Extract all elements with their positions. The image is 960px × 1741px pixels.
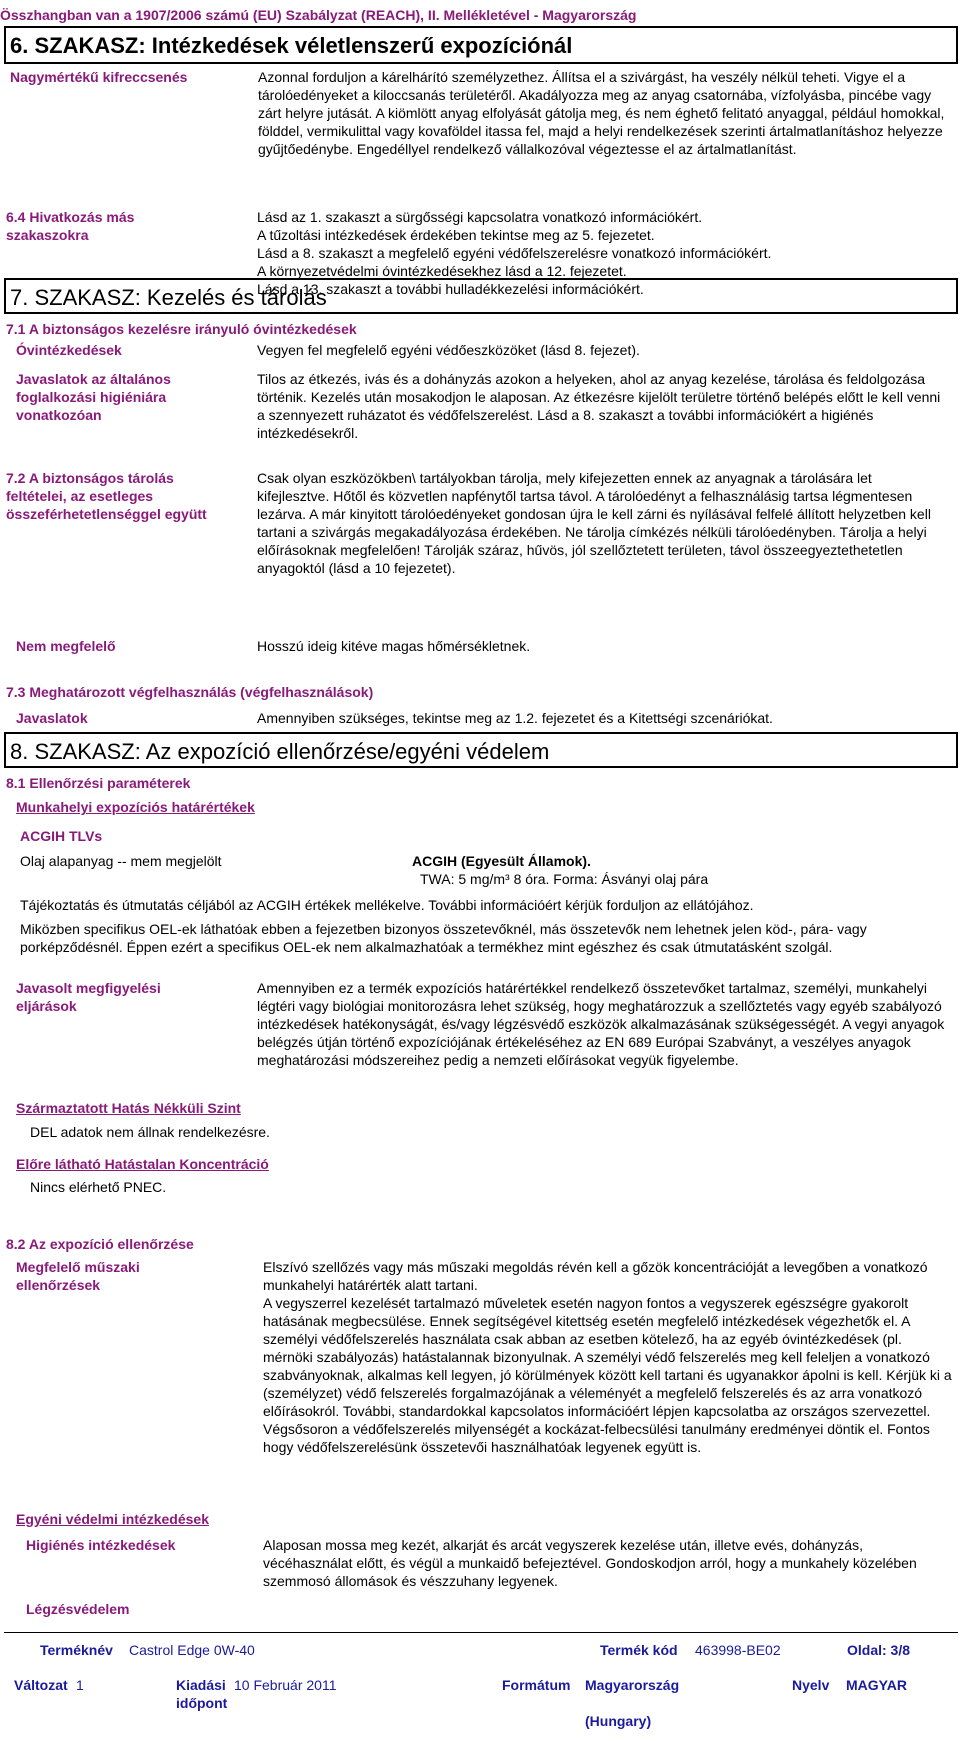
oel-note: Miközben specifikus OEL-ek láthatóak ebben a fejezetben bizonyos összetevőknél, más összetevők nem lehetnek jelen köd-, pára- vagy porképződésnél. Éppen ezért a specifikus OEL-ek nem alkalmazhatóak a termékhez mint egészhez és csak útmutatásként szolgál. (20, 921, 867, 955)
hyg-label: Higiénés intézkedések (26, 1537, 176, 1553)
component-name: Olaj alapanyag -- mem megjelölt (20, 853, 222, 869)
ref-line: Lásd az 1. szakaszt a sürgősségi kapcsolatra vonatkozó információkért. (257, 209, 703, 225)
eng-paragraph: A vegyszerrel kezelését tartalmazó műveletek esetén nagyon fontos a vegyszerek egészségre gyakorolt hatásának megbecsülése. Ennek segítségével kitettség esetén megfelelő intézkedések végezhetők el. A személyi védőfelszerelés használata csak abban az esetben kötelező, ha az egyéb óvintézkedések (pl. mérnöki szabályozás) hatástalannak bizonyulnak. A személyi védő felszerelés meg kell feleljen a vonatkozó szabványoknak, alkalmas kell legyen, jó körülmények között kell tartani és ugyanakkor ápolni is kell. Kérjük ki a (személyzet) védő felszerelés forgalmazójának a véleményét a megfelelő felszerelés és az arra vonatkozó előírásokról. További, standardokkal kapcsolatos információért lépjen kapcsolatba az országos szervezettel. (263, 1295, 952, 1419)
section6-title: 6. SZAKASZ: Intézkedések véletlenszerű expozíciónál (10, 33, 573, 58)
footer-issue-value: 10 Február 2011 (234, 1677, 337, 1693)
recommend-text: Amennyiben szükséges, tekintse meg az 1.2. fejezetet és a Kitettségi szcenáriókat. (257, 710, 773, 726)
acgih-twa: TWA: 5 mg/m³ 8 óra. Forma: Ásványi olaj pára (420, 871, 709, 887)
recommend-label: Javaslatok (16, 710, 88, 726)
unsuitable-label: Nem megfelelő (16, 638, 116, 654)
precautions-label: Óvintézkedések (16, 342, 122, 358)
acgih-title: ACGIH TLVs (20, 828, 103, 844)
hygiene-text: Tilos az étkezés, ivás és a dohányzás azokon a helyeken, ahol az anyag kezelése, tárolása és feldolgozása történik. Kezelés után mosakodjon le alaposan. Az étkezésre kijelölt területre történő belépés előtt le kell venni a szennyezett ruházatot és védőfelszerelést. Lásd a 8. szakaszt a további információkért a higiénés intézkedésekről. (257, 371, 941, 441)
section6-title-box (4, 26, 958, 64)
eng-paragraph: Végsősoron a védőfelszerelés milyenségét a kockázat-felbecsülési tanulmány eredményei döntik el. Fontos hogy védőfelszerelésünk összetevői használhatóak legyenek együtt is. (263, 1421, 930, 1455)
pnec-title: Előre látható Hatástalan Koncentráció (16, 1156, 269, 1172)
monitor-text: Amennyiben ez a termék expozíciós határértékkel rendelkező összetevőket tartalmaz, személyi, munkahelyi légtéri vagy biológiai monitorozásra lehet szükség, hogy meghatározzuk a szellőztetés vagy egyéb szabályozó intézkedések hatékonyságát, és/vagy légzésvédő eszközök alkalmazásának szükségességét. A vegyi anyagok belégzés útján történő expozíciójának értékeléséhez az EN 689 Európai Szabványt, a veszélyes anyagok meghatározási módszereihez pedig a nemzeti előírásokat vegyük figyelembe. (257, 980, 945, 1068)
resp-label: Légzésvédelem (26, 1601, 130, 1617)
unsuitable-text: Hosszú ideig kitéve magas hőmérsékletnek. (257, 638, 531, 654)
ref-label: 6.4 Hivatkozás más szakaszokra (6, 209, 135, 243)
spill-text: Azonnal forduljon a kárelhárító személyzethez. Állítsa el a szivárgást, ha veszély nélkül teheti. Vigye el a tárolóedényeket a kiloccsanás területéről. Akadályozza meg az anyag csatornába, vízfolyásba, pincébe vagy zárt helyre jutását. A kiömlött anyag elfolyását gátolja meg, és nem éghető felitató anyaggal, például homokkal, földdel, vermikulittal vagy kovaföldel itassa fel, majd a helyi rendelkezések szerinti ártalmatlanításhoz helyezze gyűjtőedénybe. Engedéllyel rendelkező vállalkozóval végeztesse el az ártalmatlanítást. (258, 69, 945, 157)
s72-text: Csak olyan eszközökben\ tartályokban tárolja, mely kifejezetten ennek az anyagnak a tárolására let kifejlesztve. Hőtől és közvetlen napfénytől tartsa távol. A tárolóedényt a felhasználásig tartsa légmentesen lezárva. A már kinyitott tárolóedényeket gondosan újra le kell zárni és nyílásával felfelé állított helyzetben kell tartani a szivárgás megakadályozása érdekében. Ne tárolja címkézés nélküli tárolóedényben. Tárolja a helyi előírásoknak megfelelően! Tárolják száraz, hűvös, jól szellőztetett területen, távol összeegyeztethetetlen anyagoktól (lásd a 10 fejezetet). (257, 470, 931, 576)
ppe-title: Egyéni védelmi intézkedések (16, 1511, 209, 1527)
eng-text (263, 1258, 953, 1456)
footer-format-value: Magyarország (585, 1677, 680, 1693)
s72-label: 7.2 A biztonságos tárolás feltételei, az esetleges összeférhetetlenséggel együtt (6, 470, 207, 522)
s82-title: 8.2 Az expozíció ellenőrzése (6, 1236, 194, 1252)
ref-line: A környezetvédelmi óvintézkedésekhez lásd a 12. fejezetet. (257, 263, 627, 279)
regulation-header: Összhangban van a 1907/2006 számú (EU) Szabályzat (REACH), II. Mellékletével - Magyarország (0, 7, 637, 23)
footer-lang-value: MAGYAR (846, 1677, 907, 1693)
eng-label: Megfelelő műszaki ellenőrzések (16, 1259, 140, 1293)
footer-code-value: 463998-BE02 (695, 1642, 781, 1658)
footer-issue-label: Kiadási időpont (176, 1677, 228, 1711)
footer-product-label: Terméknév (40, 1642, 113, 1658)
dnel-text: DEL adatok nem állnak rendelkezésre. (30, 1124, 270, 1140)
info-note: Tájékoztatás és útmutatás céljából az ACGIH értékek mellékelve. További információért kérjük forduljon az ellátójához. (20, 897, 754, 913)
section7-title: 7. SZAKASZ: Kezelés és tárolás (10, 285, 327, 310)
footer-lang-label: Nyelv (792, 1677, 830, 1693)
footer-rule (4, 1632, 958, 1633)
oel-title: Munkahelyi expozíciós határértékek (16, 799, 255, 815)
hygiene-label: Javaslatok az általános foglalkozási higiéniára vonatkozóan (16, 371, 171, 423)
hyg-text: Alaposan mossa meg kezét, alkarját és arcát vegyszerek kezelése után, illetve evés, dohányzás, vécéhasználat előtt, és végül a munkaidő befejeztével. Gondoskodjon arról, hogy a munkahely közelében szemmosó állomások és vészzuhany legyenek. (263, 1537, 917, 1589)
acgih-name: ACGIH (Egyesült Államok). (412, 853, 591, 869)
footer-format-value2: (Hungary) (585, 1713, 652, 1729)
eng-paragraph: Elszívó szellőzés vagy más műszaki megoldás révén kell a gőzök koncentrációját a levegőben a vonatkozó munkahelyi határérték alatt tartani. (263, 1259, 928, 1293)
ref-line: Lásd a 8. szakaszt a megfelelő egyéni védőfelszerelésre vonatkozó információkért. (257, 245, 772, 261)
s81-title: 8.1 Ellenőrzési paraméterek (6, 775, 191, 791)
monitor-label: Javasolt megfigyelési eljárások (16, 980, 161, 1014)
precautions-text: Vegyen fel megfelelő egyéni védőeszközöket (lásd 8. fejezet). (257, 342, 640, 358)
footer-version-label: Változat (14, 1677, 68, 1693)
dnel-title: Származtatott Hatás Nékküli Szint (16, 1100, 241, 1116)
footer-product-value: Castrol Edge 0W-40 (129, 1642, 255, 1658)
footer-code-label: Termék kód (600, 1642, 678, 1658)
pnec-text: Nincs elérhető PNEC. (30, 1179, 167, 1195)
s73-title: 7.3 Meghatározott végfelhasználás (végfelhasználások) (6, 684, 374, 700)
ref-line: A tűzoltási intézkedések érdekében tekintse meg az 5. fejezetet. (257, 227, 655, 243)
footer-page: Oldal: 3/8 (847, 1642, 911, 1658)
footer-format-label: Formátum (502, 1677, 571, 1693)
spill-label: Nagymértékű kifreccsenés (10, 69, 188, 85)
ref-line: Lásd a 13. szakaszt a további hulladékkezelési információkért. (257, 281, 644, 297)
s71-title: 7.1 A biztonságos kezelésre irányuló óvintézkedések (6, 321, 357, 337)
section7-title-box (4, 278, 958, 314)
section8-title: 8. SZAKASZ: Az expozíció ellenőrzése/egyéni védelem (10, 739, 550, 764)
footer-version-value: 1 (76, 1677, 84, 1693)
section8-title-box (4, 732, 958, 768)
